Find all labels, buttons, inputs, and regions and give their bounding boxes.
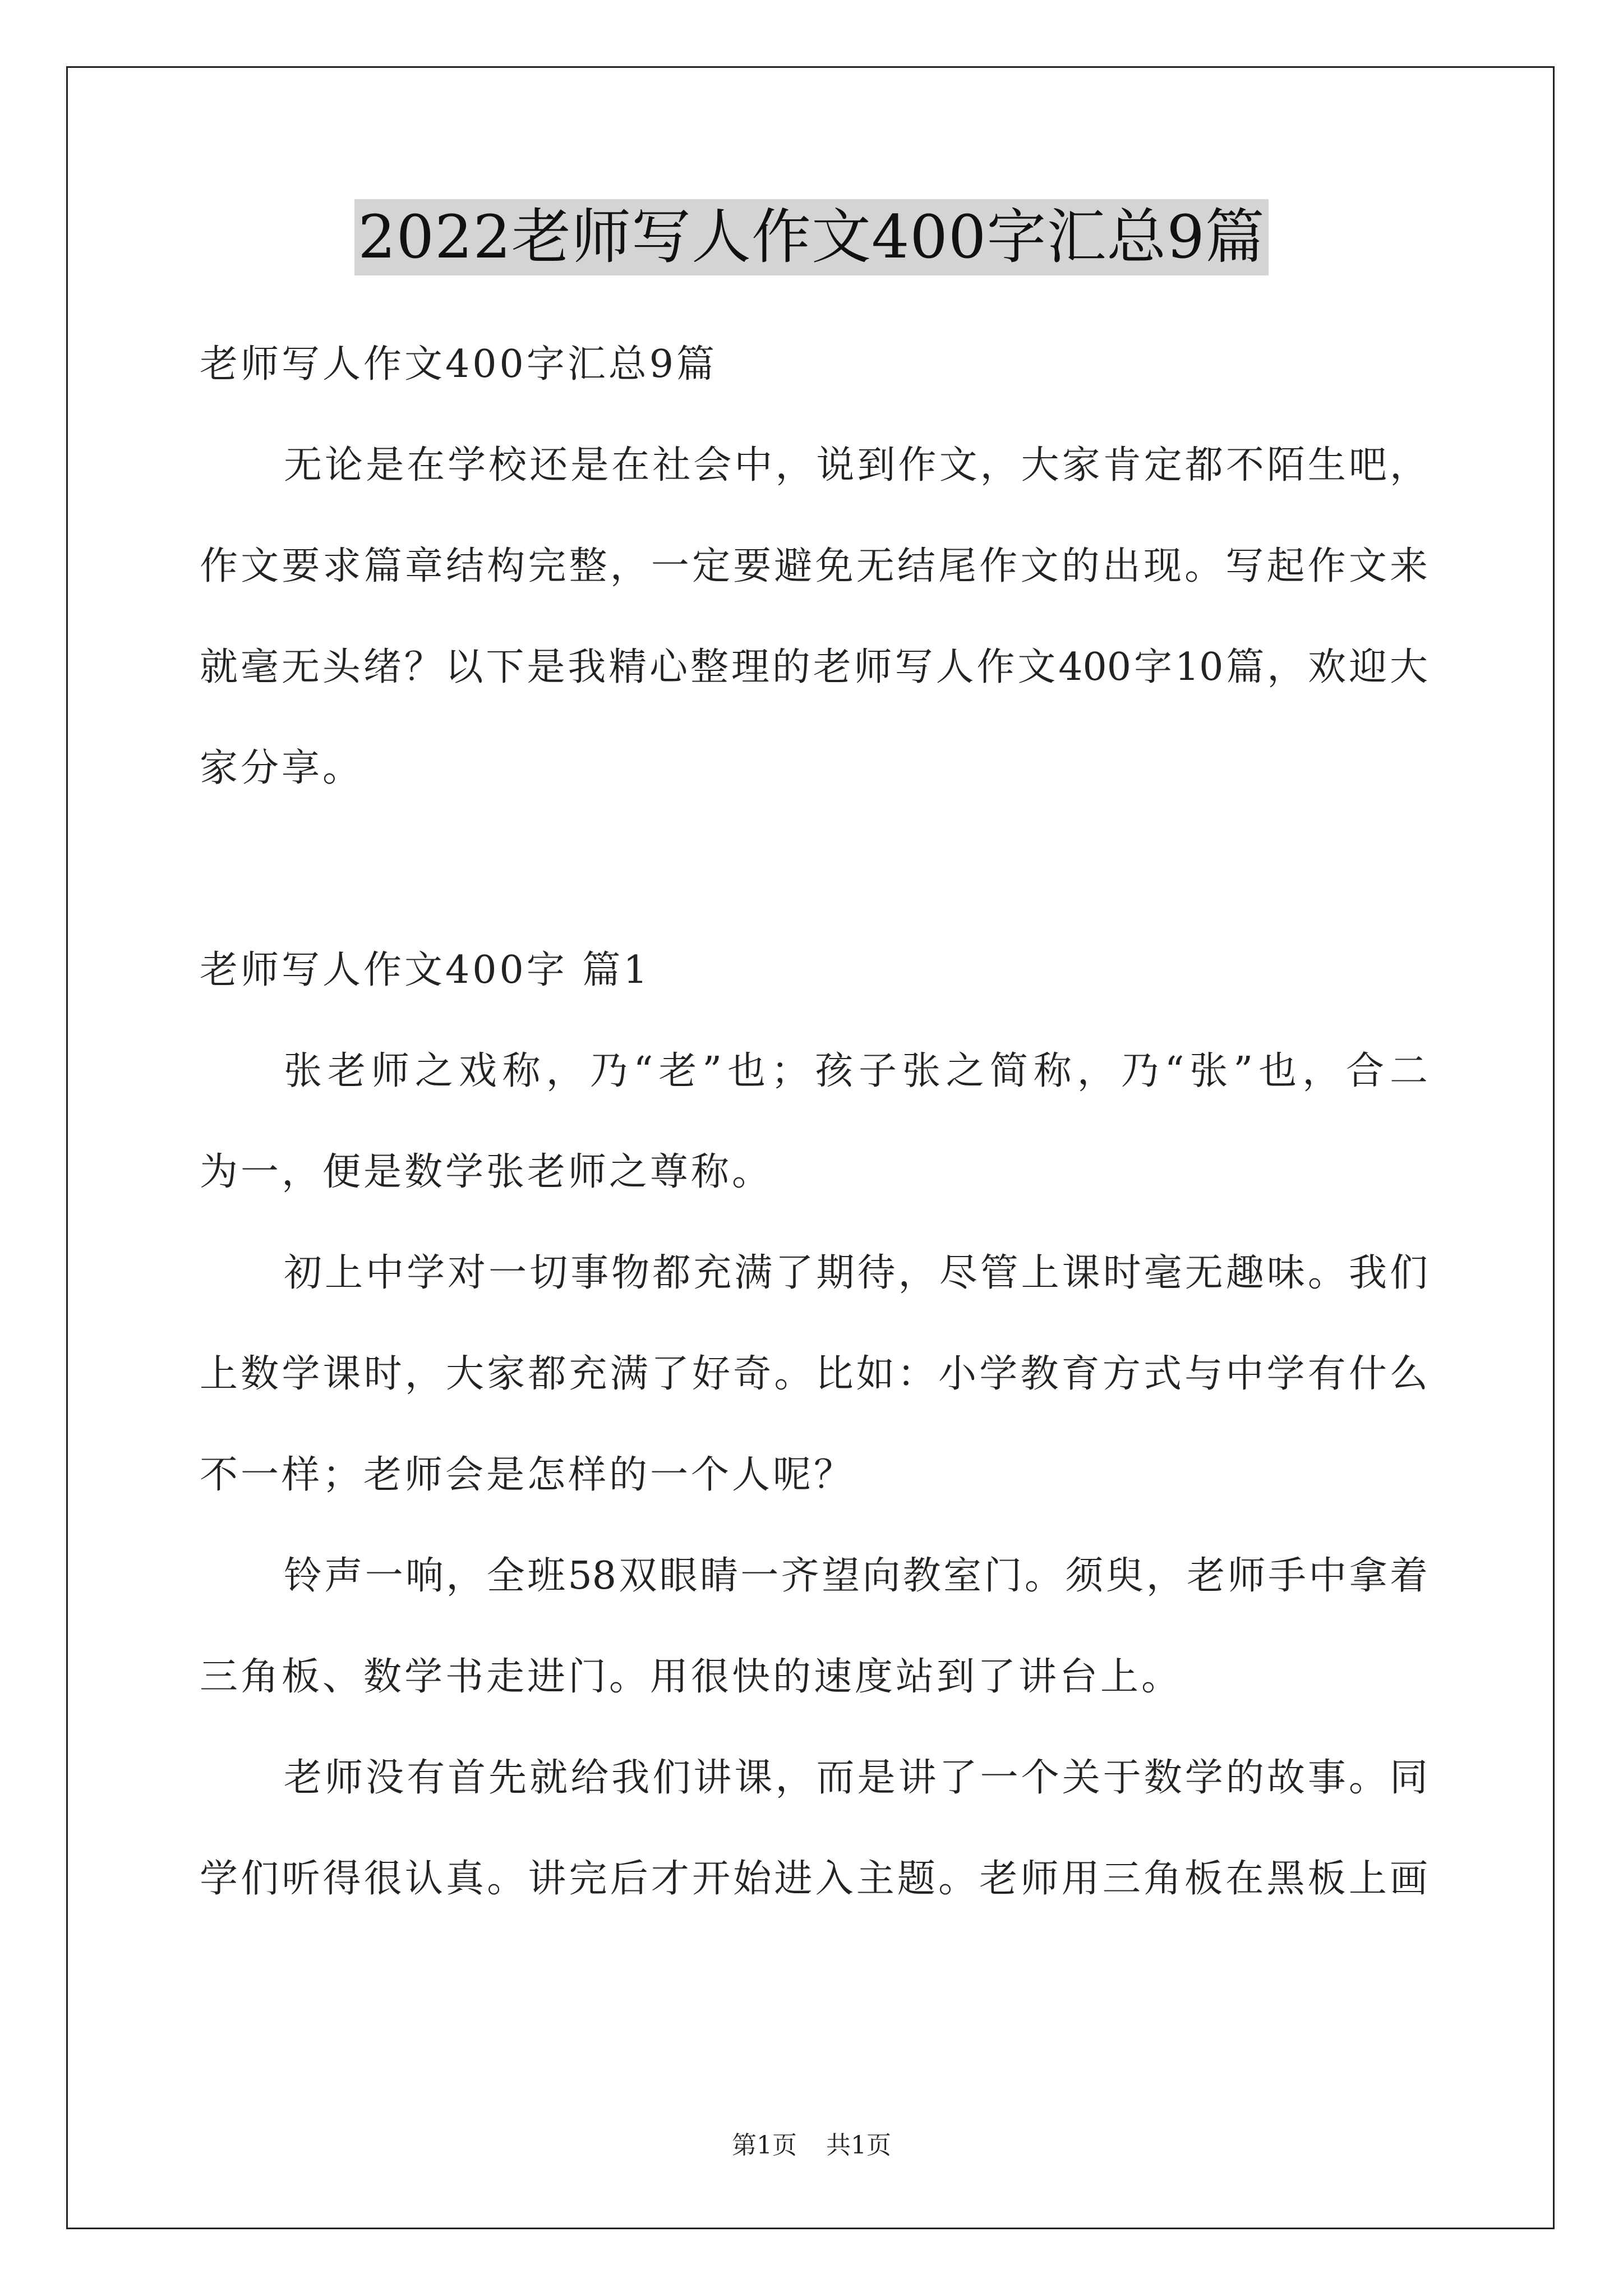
paragraph-line: 上数学课时，大家都充满了好奇。比如：小学教育方式与中学有什么: [200, 1352, 1428, 1396]
paragraph-gap: [200, 819, 1428, 920]
document-title: 2022老师写人作文400字汇总9篇: [354, 199, 1269, 275]
intro-line: 无论是在学校还是在社会中，说到作文，大家肯定都不陌生吧，: [284, 443, 1428, 487]
paragraph-line: 老师没有首先就给我们讲课，而是讲了一个关于数学的故事。同: [284, 1756, 1428, 1800]
paragraph-line: 三角板、数学书走进门。用很快的速度站到了讲台上。: [200, 1655, 1183, 1699]
page-total: 共1页: [826, 2131, 891, 2160]
page-footer: [0, 2129, 1623, 2162]
document-subtitle: 老师写人作文400字汇总9篇: [200, 342, 718, 386]
paragraph-line: 不一样；老师会是怎样的一个人呢？: [200, 1453, 855, 1497]
page-number: 第1页: [732, 2131, 797, 2160]
intro-line: 作文要求篇章结构完整，一定要避免无结尾作文的出现。写起作文来: [200, 544, 1428, 588]
intro-line: 就毫无头绪？以下是我精心整理的老师写人作文400字10篇，欢迎大: [200, 645, 1428, 689]
title-container: [0, 199, 1623, 275]
paragraph-line: 为一，便是数学张老师之尊称。: [200, 1150, 773, 1194]
section-heading: 老师写人作文400字 篇1: [200, 948, 651, 992]
paragraph-line: 铃声一响，全班58双眼睛一齐望向教室门。须臾，老师手中拿着: [284, 1554, 1428, 1598]
intro-line: 家分享。: [200, 746, 364, 790]
document-body: [200, 314, 1428, 1930]
paragraph-line: 初上中学对一切事物都充满了期待，尽管上课时毫无趣味。我们: [284, 1251, 1428, 1295]
paragraph-line: 张老师之戏称，乃“老”也；孩子张之简称，乃“张”也，合二: [284, 1049, 1428, 1093]
paragraph-line: 学们听得很认真。讲完后才开始进入主题。老师用三角板在黑板上画: [200, 1857, 1428, 1901]
